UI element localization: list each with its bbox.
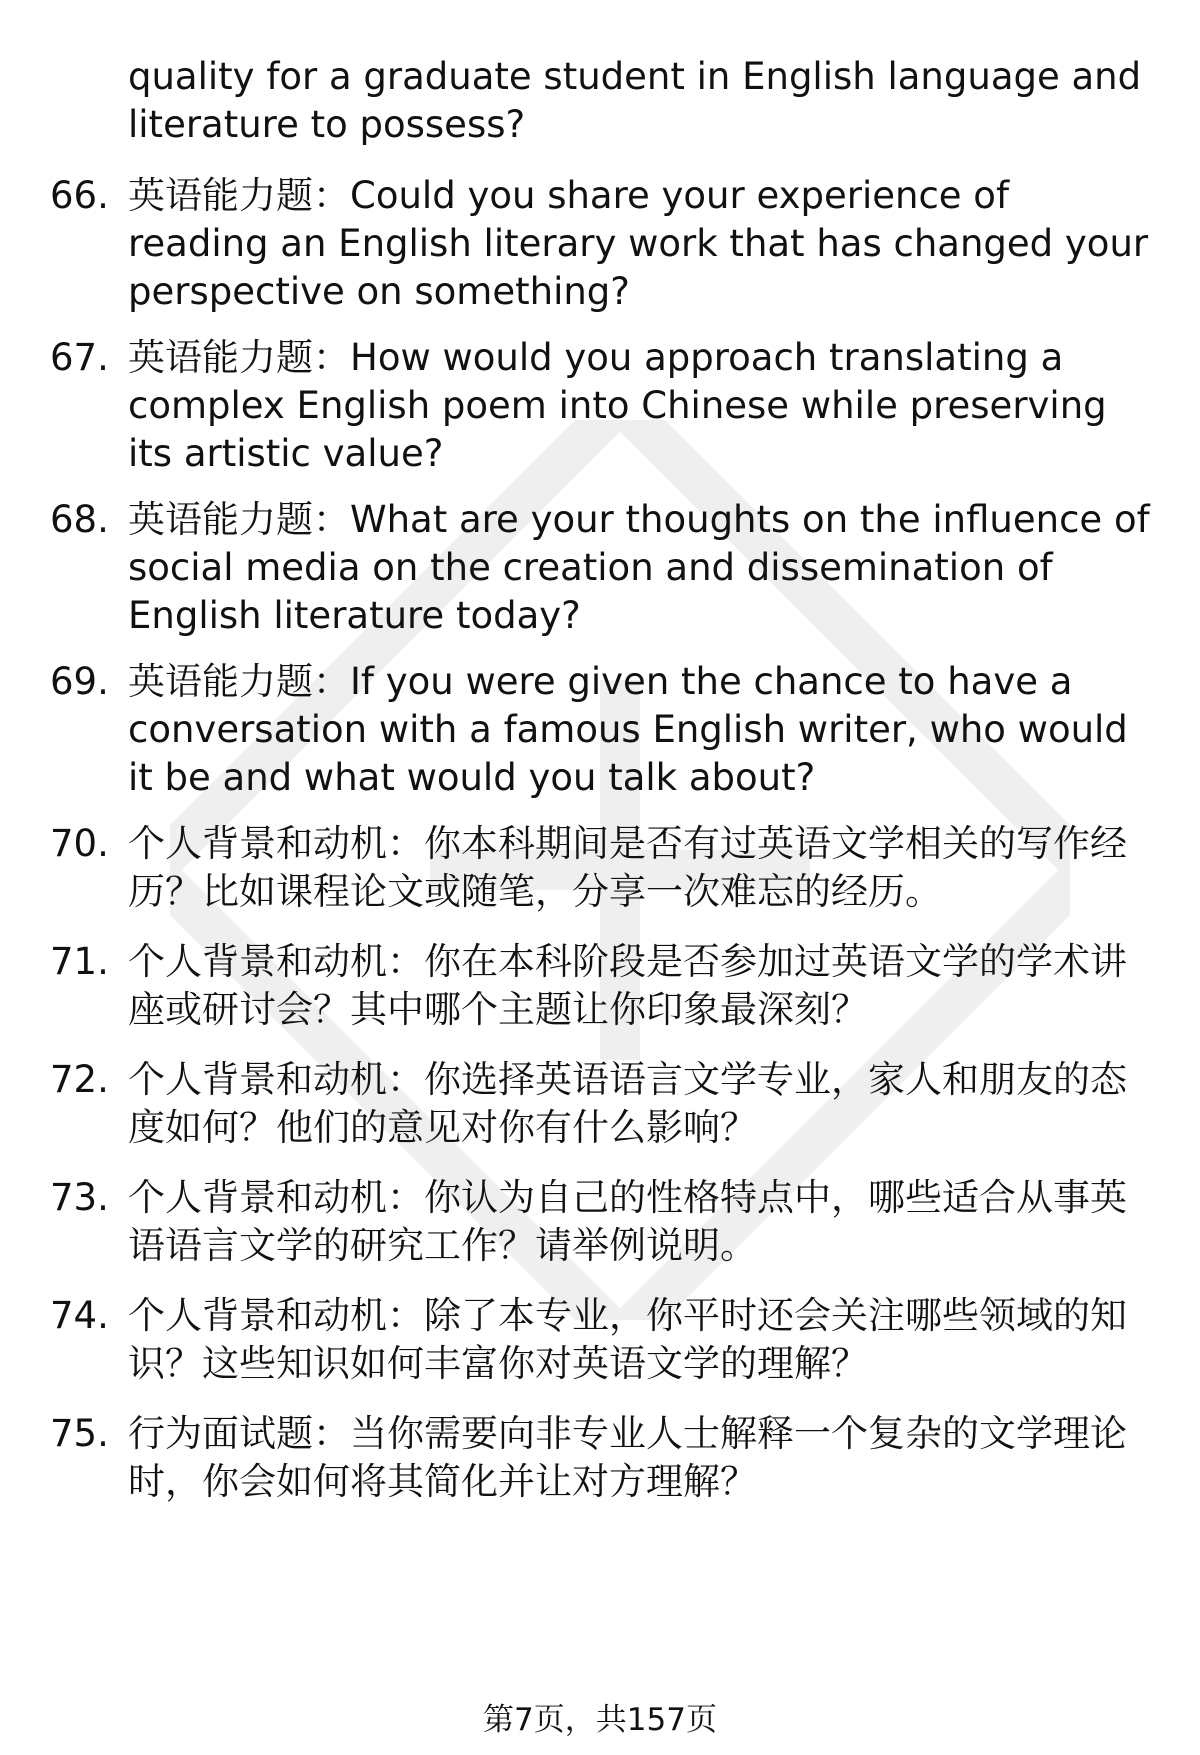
question-number: 73.	[50, 1176, 109, 1219]
page-footer: 第7页，共157页	[483, 1702, 717, 1738]
question-text: 英语能力题：What are your thoughts on the influence of social media on the creation and dissemination of English literature today?	[128, 498, 1150, 637]
question-text: 行为面试题：当你需要向非专业人士解释一个复杂的文学理论时，你会如何将其简化并让对方理解？	[128, 1412, 1127, 1503]
question-text: 英语能力题：How would you approach translating a complex English poem into Chinese while preserving its artistic value?	[128, 336, 1107, 475]
list-item	[50, 496, 1160, 640]
question-text: 英语能力题：Could you share your experience of reading an English literary work that has changed your perspective on something?	[128, 174, 1149, 313]
question-text: 个人背景和动机：你本科期间是否有过英语文学相关的写作经历？比如课程论文或随笔，分享一次难忘的经历。	[128, 822, 1127, 913]
question-number: 72.	[50, 1058, 109, 1101]
question-number: 66.	[50, 174, 109, 217]
question-text: 个人背景和动机：你在本科阶段是否参加过英语文学的学术讲座或研讨会？其中哪个主题让你印象最深刻？	[128, 940, 1127, 1031]
question-number: 70.	[50, 822, 109, 865]
list-item	[50, 172, 1160, 316]
list-item	[50, 1174, 1160, 1270]
question-number: 68.	[50, 498, 109, 541]
list-item	[50, 1410, 1160, 1506]
question-text: 个人背景和动机：你选择英语语言文学专业，家人和朋友的态度如何？他们的意见对你有什么影响？	[128, 1058, 1127, 1149]
question-number: 71.	[50, 940, 109, 983]
list-item	[50, 820, 1160, 916]
list-item	[50, 1056, 1160, 1152]
question-number: 69.	[50, 660, 109, 703]
list-item-continuation	[50, 53, 1160, 149]
list-item	[50, 938, 1160, 1034]
question-text: 个人背景和动机：你认为自己的性格特点中，哪些适合从事英语语言文学的研究工作？请举例说明。	[128, 1176, 1127, 1267]
question-number: 67.	[50, 336, 109, 379]
list-item	[50, 658, 1160, 802]
question-text: 个人背景和动机：除了本专业，你平时还会关注哪些领域的知识？这些知识如何丰富你对英语文学的理解？	[128, 1294, 1127, 1385]
list-item	[50, 1292, 1160, 1388]
question-number: 74.	[50, 1294, 109, 1337]
question-text: 英语能力题：If you were given the chance to have a conversation with a famous English writer, who would it be and what would you talk about?	[128, 660, 1128, 799]
question-number: 75.	[50, 1412, 109, 1455]
list-item	[50, 334, 1160, 478]
question-text: quality for a graduate student in English language and literature to possess?	[128, 55, 1142, 146]
